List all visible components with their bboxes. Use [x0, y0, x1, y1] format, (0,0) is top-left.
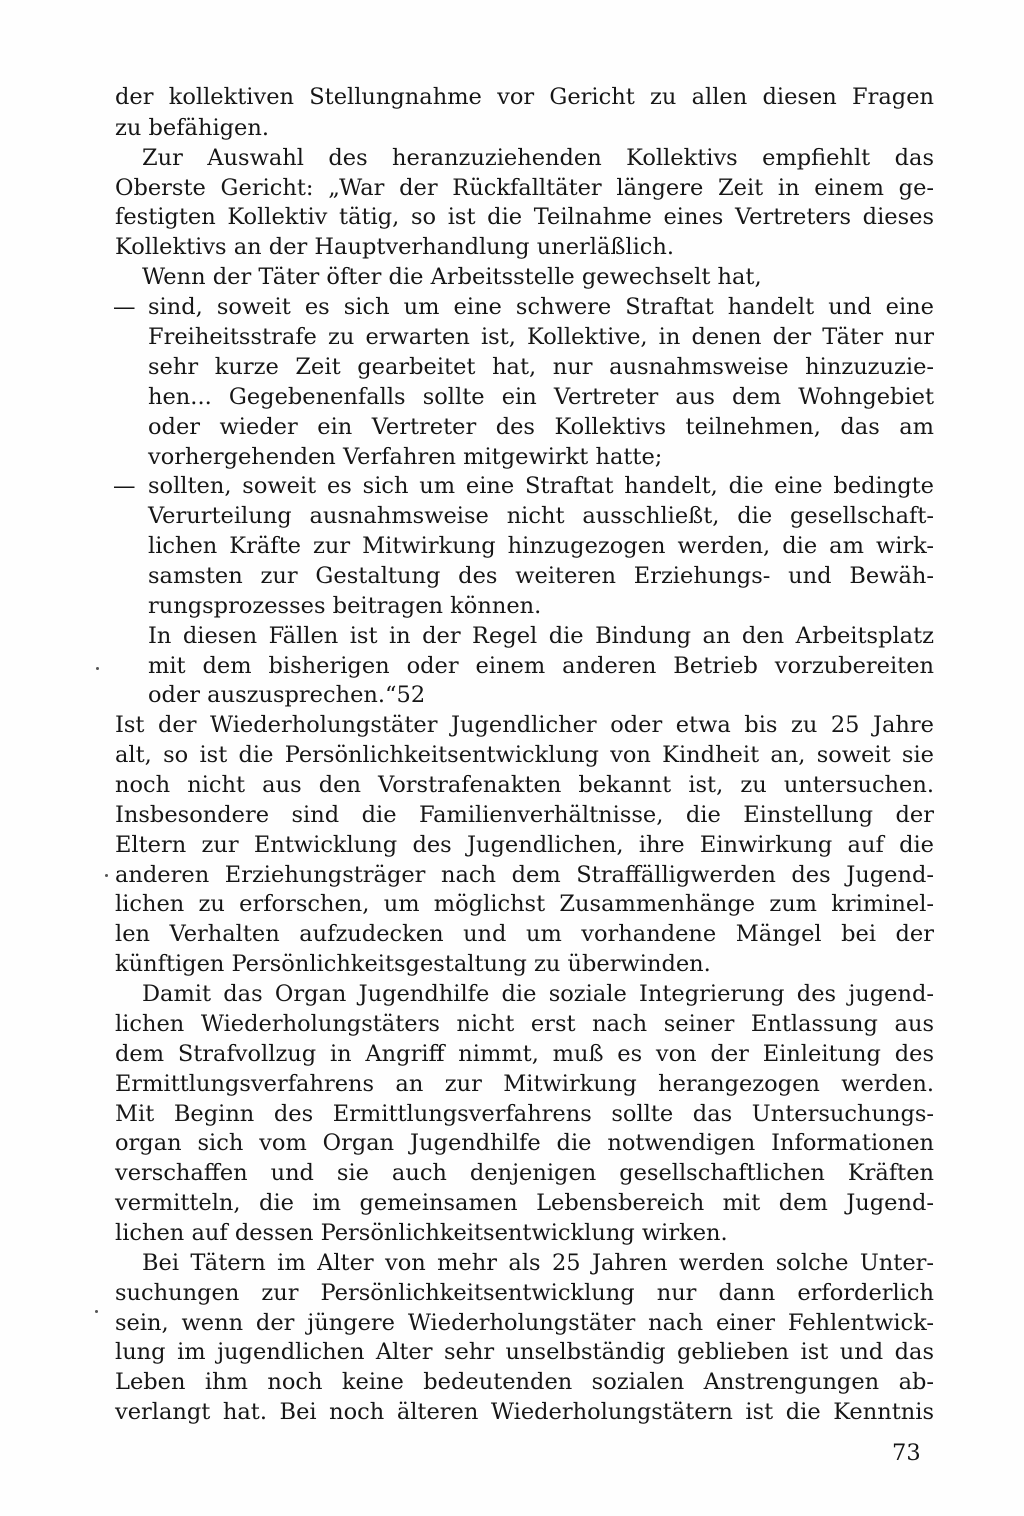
text-line: Insbesondere sind die Familienverhältnisse, die Einstellung der	[115, 802, 934, 828]
text-line: Zur Auswahl des heranzuziehenden Kollektivs empfiehlt das	[142, 145, 934, 171]
text-line: künftigen Persönlichkeitsgestaltung zu überwinden.	[115, 951, 711, 977]
text-line: noch nicht aus den Vorstrafenakten bekannt ist, zu untersuchen.	[115, 772, 934, 798]
text-line: Damit das Organ Jugendhilfe die soziale Integrierung des jugend-	[142, 981, 934, 1007]
text-line: festigten Kollektiv tätig, so ist die Teilnahme eines Vertreters dieses	[115, 204, 934, 230]
text-line: Freiheitsstrafe zu erwarten ist, Kollektive, in denen der Täter nur	[148, 324, 934, 350]
text-line: suchungen zur Persönlichkeitsentwicklung nur dann erforderlich	[115, 1280, 934, 1306]
list-dash: —	[113, 473, 136, 499]
text-line: lichen zu erforschen, um möglichst Zusammenhänge zum kriminel-	[115, 891, 934, 917]
text-line: Kollektivs an der Hauptverhandlung unerläßlich.	[115, 234, 675, 260]
text-line: lichen auf dessen Persönlichkeitsentwicklung wirken.	[115, 1220, 728, 1246]
text-line: oder wieder ein Vertreter des Kollektivs teilnehmen, das am	[148, 414, 934, 440]
scan-speck	[96, 667, 99, 670]
text-line: sein, wenn der jüngere Wiederholungstäter nach einer Fehlentwick-	[115, 1310, 934, 1336]
text-line: dem Strafvollzug in Angriff nimmt, muß es von der Einleitung des	[115, 1041, 934, 1067]
text-line: anderen Erziehungsträger nach dem Straffälligwerden des Jugend-	[115, 862, 934, 888]
page-number: 73	[892, 1440, 921, 1466]
text-line: sollten, soweit es sich um eine Straftat handelt, die eine bedingte	[148, 473, 934, 499]
text-line: sehr kurze Zeit gearbeitet hat, nur ausnahmsweise hinzuzuzie-	[148, 354, 934, 380]
text-line: lichen Wiederholungstäters nicht erst nach seiner Entlassung aus	[115, 1011, 934, 1037]
text-line: sind, soweit es sich um eine schwere Straftat handelt und eine	[148, 294, 934, 320]
text-line: verlangt hat. Bei noch älteren Wiederholungstätern ist die Kenntnis	[115, 1399, 934, 1425]
text-line: In diesen Fällen ist in der Regel die Bindung an den Arbeitsplatz	[148, 623, 934, 649]
text-line: samsten zur Gestaltung des weiteren Erziehungs- und Bewäh-	[148, 563, 934, 589]
text-line: vorhergehenden Verfahren mitgewirkt hatte;	[148, 444, 663, 470]
text-line: organ sich vom Organ Jugendhilfe die notwendigen Informationen	[115, 1130, 934, 1156]
text-line: Ist der Wiederholungstäter Jugendlicher oder etwa bis zu 25 Jahre	[115, 712, 934, 738]
text-line: rungsprozesses beitragen können.	[148, 593, 542, 619]
text-line: Mit Beginn des Ermittlungsverfahrens sollte das Untersuchungs-	[115, 1101, 934, 1127]
text-line: Oberste Gericht: „War der Rückfalltäter längere Zeit in einem ge-	[115, 175, 934, 201]
text-line: zu befähigen.	[115, 115, 270, 141]
text-line: mit dem bisherigen oder einem anderen Betrieb vorzubereiten	[148, 653, 934, 679]
text-line: Bei Tätern im Alter von mehr als 25 Jahren werden solche Unter-	[142, 1250, 934, 1276]
text-line: lichen Kräfte zur Mitwirkung hinzugezogen werden, die am wirk-	[148, 533, 934, 559]
text-line: Eltern zur Entwicklung des Jugendlichen, ihre Einwirkung auf die	[115, 832, 934, 858]
text-line: Leben ihm noch keine bedeutenden sozialen Anstrengungen ab-	[115, 1369, 934, 1395]
text-line: alt, so ist die Persönlichkeitsentwicklung von Kindheit an, soweit sie	[115, 742, 934, 768]
text-line: lung im jugendlichen Alter sehr unselbständig geblieben ist und das	[115, 1339, 934, 1365]
scan-speck	[105, 874, 108, 877]
text-line: len Verhalten aufzudecken und um vorhandene Mängel bei der	[115, 921, 934, 947]
text-line: verschaffen und sie auch denjenigen gesellschaftlichen Kräften	[115, 1160, 934, 1186]
text-line: der kollektiven Stellungnahme vor Gericht zu allen diesen Fragen	[115, 84, 934, 110]
text-line: vermitteln, die im gemeinsamen Lebensbereich mit dem Jugend-	[115, 1190, 934, 1216]
text-line: Verurteilung ausnahmsweise nicht ausschließt, die gesellschaft-	[148, 503, 934, 529]
list-dash: —	[113, 294, 136, 320]
text-line: Wenn der Täter öfter die Arbeitsstelle gewechselt hat,	[142, 264, 762, 290]
text-line: Ermittlungsverfahrens an zur Mitwirkung herangezogen werden.	[115, 1071, 934, 1097]
text-line: hen... Gegebenenfalls sollte ein Vertreter aus dem Wohngebiet	[148, 384, 934, 410]
text-line: oder auszusprechen.“52	[148, 682, 426, 708]
scan-speck	[95, 1310, 98, 1313]
